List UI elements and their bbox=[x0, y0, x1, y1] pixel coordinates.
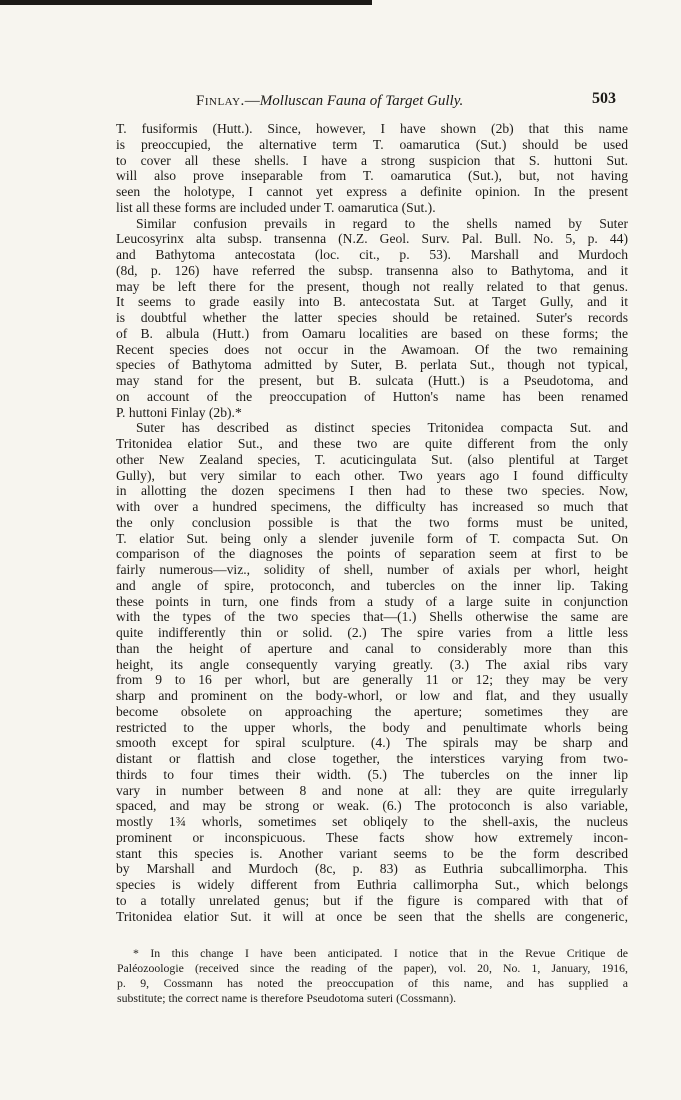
body-line: Similar confusion prevails in regard to the shells named by Suter bbox=[136, 215, 628, 231]
body-line: with over a hundred specimens, the difficulty has increased so much that bbox=[116, 499, 628, 514]
body-line: will also prove inseparable from T. oamarutica (Sut.), but, not having bbox=[116, 168, 628, 184]
body-line: and angle of spire, protoconch, and tubercles on the inner lip. Taking bbox=[116, 577, 628, 593]
body-line: (8d, p. 126) have referred the subsp. transenna also to Bathytoma, and it bbox=[116, 262, 628, 278]
body-line: Suter has described as distinct species Tritonidea compacta Sut. and bbox=[136, 420, 628, 436]
running-title bbox=[196, 93, 463, 110]
body-line: species of Bathytoma admitted by Suter, B. perlata Sut., though not typical, bbox=[116, 357, 628, 373]
body-line: list all these forms are included under T. oamarutica (Sut.). bbox=[116, 199, 436, 215]
body-line: sharp and prominent on the body-whorl, or low and flat, and they usually bbox=[116, 688, 628, 703]
body-line: from 9 to 16 per whorl, but are generally 11 or 12; they may be very bbox=[116, 672, 628, 688]
body-line: vary in number between 8 and none at all: they are quite irregularly bbox=[116, 782, 628, 798]
body-line: restricted to the upper whorls, the body and penultimate whorls being bbox=[116, 719, 628, 735]
body-line: to a totally unrelated genus; but if the figure is compared with that of bbox=[116, 892, 628, 908]
body-line: Tritonidea elatior Sut. it will at once be seen that the shells are congeneric, bbox=[116, 908, 628, 924]
body-line: than the height of aperture and canal to considerably more than this bbox=[116, 640, 628, 656]
header-dash: — bbox=[244, 93, 260, 109]
body-line: to cover all these shells. I have a strong suspicion that S. huttoni Sut. bbox=[116, 152, 628, 168]
body-line: fairly numerous—viz., solidity of shell, number of axials per whorl, height bbox=[116, 562, 628, 577]
body-line: smooth except for spiral sculpture. (4.) The spirals may be sharp and bbox=[116, 735, 628, 751]
page-number: 503 bbox=[592, 90, 616, 107]
body-line: the only conclusion possible is that the two forms must be united, bbox=[116, 514, 628, 530]
body-line: and Bathytoma antecostata (loc. cit., p. 53). Marshall and Murdoch bbox=[116, 247, 628, 262]
footnote-line: Paléozoologie (received since the reading of the paper), vol. 20, No. 1, January, 1916, bbox=[117, 961, 628, 975]
body-line: Recent species does not occur in the Awamoan. Of the two remaining bbox=[116, 341, 628, 357]
body-line: Gully), but very similar to each other. Two years ago I found difficulty bbox=[116, 467, 628, 483]
body-line: It seems to grade easily into B. antecostata Sut. at Target Gully, and it bbox=[116, 294, 628, 310]
body-line: thirds to four times their width. (5.) The tubercles on the inner lip bbox=[116, 766, 628, 782]
body-line: seen the holotype, I cannot yet express a definite opinion. In the present bbox=[116, 184, 628, 199]
body-line: P. huttoni Finlay (2b).* bbox=[116, 404, 242, 420]
body-line: Tritonidea elatior Sut., and these two are quite different from the only bbox=[116, 436, 628, 451]
body-line: T. elatior Sut. being only a slender juvenile form of T. compacta Sut. On bbox=[116, 530, 628, 546]
footnote-line: p. 9, Cossmann has noted the preoccupation of this name, and has supplied a bbox=[117, 976, 628, 990]
body-line: comparison of the diagnoses the points of separation seem at first to be bbox=[116, 546, 628, 562]
header-author: Finlay. bbox=[196, 93, 245, 109]
body-line: in allotting the dozen specimens I then had to these two species. Now, bbox=[116, 483, 628, 499]
body-line: become obsolete on approaching the aperture; sometimes they are bbox=[116, 703, 628, 719]
top-rule bbox=[0, 0, 372, 5]
body-line: of B. albula (Hutt.) from Oamaru localities are based on these forms; the bbox=[116, 325, 628, 341]
body-line: mostly 1¾ whorls, sometimes set obliqely to the shell-axis, the nucleus bbox=[116, 814, 628, 829]
body-line: by Marshall and Murdoch (8c, p. 83) as Euthria subcallimorpha. This bbox=[116, 861, 628, 877]
body-line: height, its angle consequently varying greatly. (3.) The axial ribs vary bbox=[116, 656, 628, 672]
body-line: is preoccupied, the alternative term T. oamarutica (Sut.) should be used bbox=[116, 136, 628, 152]
body-line: prominent or inconspicuous. These facts show how extremely incon- bbox=[116, 829, 628, 845]
body-line: stant this species is. Another variant seems to be the form described bbox=[116, 845, 628, 861]
body-line: distant or flattish and close together, the interstices varying from two- bbox=[116, 751, 628, 766]
running-header bbox=[196, 90, 616, 112]
body-line: may stand for the present, but B. sulcata (Hutt.) is a Pseudotoma, and bbox=[116, 373, 628, 388]
body-line: is doubtful whether the latter species should be retained. Suter's records bbox=[116, 310, 628, 325]
body-line: other New Zealand species, T. acuticingulata Sut. (also plentiful at Target bbox=[116, 451, 628, 467]
header-title: Molluscan Fauna of Target Gully. bbox=[259, 93, 464, 109]
body-line: species is widely different from Euthria callimorpha Sut., which belongs bbox=[116, 877, 628, 892]
footnote-line: * In this change I have been anticipated. I notice that in the Revue Critique de bbox=[133, 946, 628, 960]
body-line: on account of the preoccupation of Hutton's name has been renamed bbox=[116, 388, 628, 404]
body-line: spaced, and may be strong or weak. (6.) The protoconch is also variable, bbox=[116, 798, 628, 814]
body-line: quite indifferently thin or solid. (2.) The spire varies from a little less bbox=[116, 625, 628, 640]
body-line: Leucosyrinx alta subsp. transenna (N.Z. Geol. Surv. Pal. Bull. No. 5, p. 44) bbox=[116, 231, 628, 247]
body-line: these points in turn, one finds from a study of a large suite in conjunction bbox=[116, 593, 628, 609]
body-text bbox=[116, 121, 628, 924]
body-line: with the types of the two species that—(1.) Shells otherwise the same are bbox=[116, 609, 628, 625]
footnote bbox=[117, 946, 628, 1006]
body-line: may be left there for the present, though not really related to that genus. bbox=[116, 278, 628, 294]
footnote-line: substitute; the correct name is therefore Pseudotoma suteri (Cossmann). bbox=[117, 991, 457, 1005]
body-line: T. fusiformis (Hutt.). Since, however, I have shown (2b) that this name bbox=[116, 121, 628, 136]
